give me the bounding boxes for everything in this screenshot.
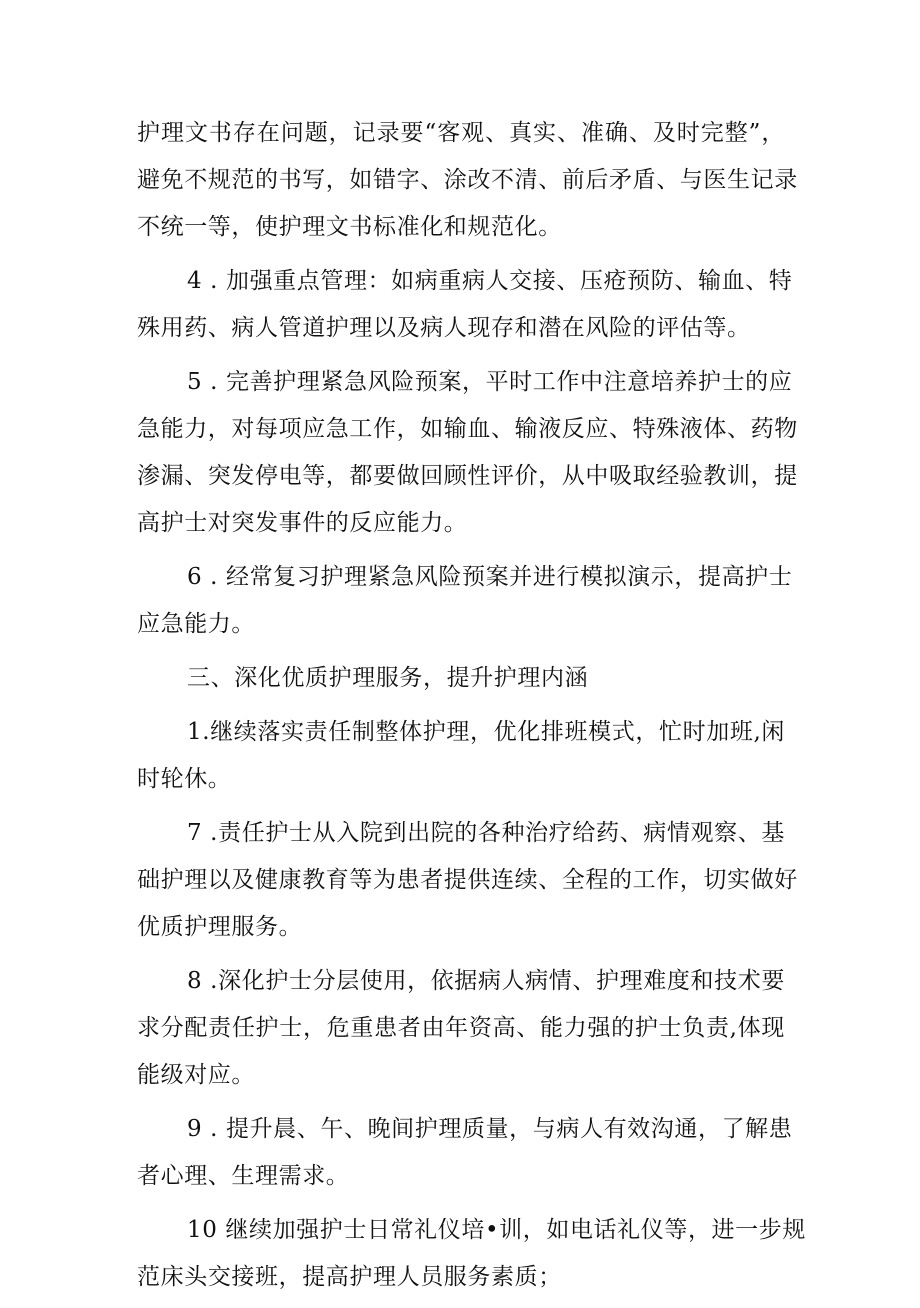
section-heading: 三、深化优质护理服务，提升护理内涵 — [187, 665, 589, 691]
text-line: 求分配责任护士，危重患者由年资高、能力强的护士负责,体现 — [137, 1015, 785, 1041]
text-line: 8 .深化护士分层使用，依据病人病情、护理难度和技术要 — [187, 968, 785, 994]
paragraph-item-8 — [137, 958, 785, 1099]
paragraph-item-9 — [137, 1106, 793, 1200]
text-line: 10 继续加强护士日常礼仪培•训，如电话礼仪等，进一步规 — [187, 1217, 806, 1243]
text-line: 渗漏、突发停电等，都要做回顾性评价，从中吸取经验教训，提 — [137, 463, 798, 489]
section-heading-3 — [137, 655, 785, 702]
text-line: 急能力，对每项应急工作，如输血、输液反应、特殊液体、药物 — [137, 416, 798, 442]
text-line: 1.继续落实责任制整体护理，优化排班模式，忙时加班,闲 — [187, 719, 785, 745]
paragraph-item-1 — [137, 709, 785, 803]
text-line: 应急能力。 — [137, 611, 255, 637]
text-line: 4 . 加强重点管理：如病重病人交接、压疮预防、输血、特 — [187, 268, 793, 294]
text-line: 不统一等，使护理文书标准化和规范化。 — [137, 214, 562, 240]
text-line: 范床头交接班，提高护理人员服务素质； — [137, 1264, 562, 1290]
paragraph-nursing-records — [137, 110, 798, 251]
text-line: 时轮休。 — [137, 766, 232, 792]
text-line: 避免不规范的书写，如错字、涂改不清、前后矛盾、与医生记录 — [137, 167, 798, 193]
text-line: 9 . 提升晨、午、晚间护理质量，与病人有效沟通，了解患 — [187, 1116, 793, 1142]
paragraph-item-6 — [137, 554, 793, 648]
text-line: 护理文书存在问题，记录要“客观、真实、准确、及时完整”， — [137, 120, 785, 146]
text-line: 7 .责任护士从入院到出院的各种治疗给药、病情观察、基 — [187, 820, 785, 846]
text-line: 础护理以及健康教育等为患者提供连续、全程的工作，切实做好 — [137, 867, 798, 893]
text-line: 能级对应。 — [137, 1062, 255, 1088]
paragraph-item-7 — [137, 810, 798, 951]
text-line: 优质护理服务。 — [137, 914, 303, 940]
paragraph-item-5 — [137, 359, 798, 547]
text-line: 殊用药、病人管道护理以及病人现存和潜在风险的评估等。 — [137, 315, 751, 341]
paragraph-item-4 — [137, 258, 793, 352]
text-line: 高护士对突发事件的反应能力。 — [137, 510, 468, 536]
text-line: 者心理、生理需求。 — [137, 1163, 350, 1189]
paragraph-item-10 — [137, 1207, 806, 1301]
text-line: 5 . 完善护理紧急风险预案，平时工作中注意培养护士的应 — [187, 369, 793, 395]
document-body — [137, 110, 806, 1308]
text-line: 6 . 经常复习护理紧急风险预案并进行模拟演示，提高护士 — [187, 564, 793, 590]
